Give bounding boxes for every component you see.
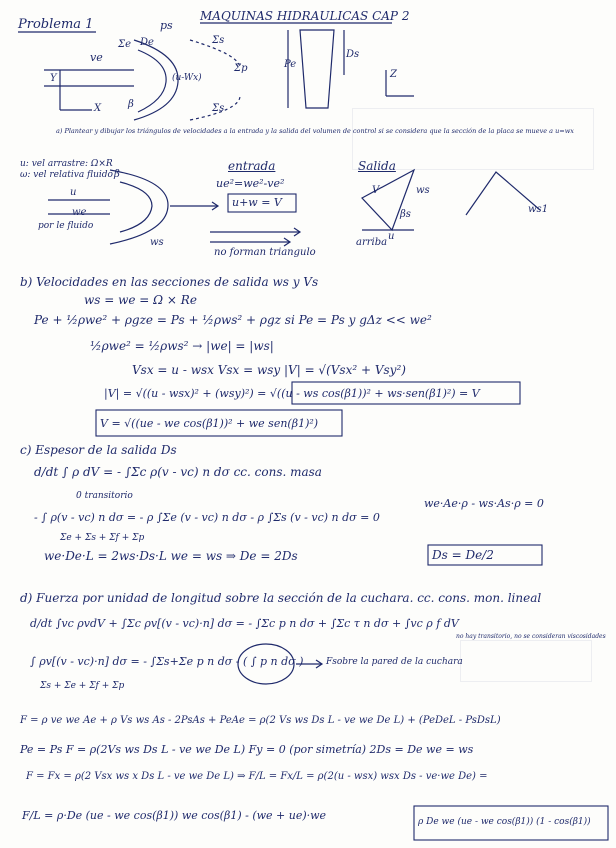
salida-heading: Salida (358, 159, 396, 173)
bucket-a-inner (120, 182, 152, 232)
part-b-line-2: Pe + ½ρwe² + ρgze = Ps + ½ρws² + ρgz si Pe = Ps y gΔz << we² (34, 313, 432, 327)
part-d-line-1-note: no hay transitorio, no se consideran viscosidades (456, 633, 606, 640)
fig-label-sigma-s2: Σs (212, 103, 225, 114)
fig-label-sigma-s: Σs (212, 35, 225, 46)
part-d-line-3: F = ρ ve we Ae + ρ Vs ws As - 2PsAs + PeAe = ρ(2 Vs ws Ds L - ve we De L) + (PeDeL - PsDsL) (20, 715, 501, 726)
fig-label-ds: Ds (346, 49, 360, 60)
no-forman-triangulo: no forman triangulo (214, 247, 316, 258)
salida-v: V (372, 185, 380, 196)
bucket-side-view (300, 30, 334, 108)
part-a-u: u (70, 187, 77, 198)
part-a-ws: ws (150, 237, 164, 248)
fig-label-y: Y (50, 73, 57, 84)
part-d-line-1: d/dt ∫vc ρvdV + ∫Σc ρv[(v - vc)·n] dσ = - ∫Σc p n dσ + ∫Σc τ n dσ + ∫vc ρ f dV (30, 617, 459, 630)
part-d-line-6: F/L = ρ·De (ue - we cos(β1)) we cos(β1) - (we + ue)·we (22, 809, 327, 822)
entrada-eq-1: ue²=we²-ve² (216, 177, 285, 190)
part-a-note-2: ω: vel relativa fluido (20, 170, 113, 180)
fig-label-z: Z (390, 69, 397, 80)
part-d-line-5: F = Fx = ρ(2 Vsx ws x Ds L - ve we De L) ⇒ F/L = Fx/L = ρ(2(u - wsx) wsx Ds - ve·we De) = (26, 771, 488, 782)
entrada-eq-2: u+w = V (232, 196, 282, 209)
fig-label-u-wx: (u-Wx) (172, 73, 202, 83)
bucket-a (110, 170, 168, 244)
part-a-note-1: u: vel arrastre: Ω×R (20, 159, 113, 169)
part-c-line-2-sub: Σe + Σs + Σf + Σp (60, 533, 145, 543)
fig-label-de: De (140, 37, 154, 48)
part-b-line-5: |V| = √((u - wsx)² + (wsy)²) = √((u - ws cos(β1))² + ws·sen(β1)²) = V (104, 387, 480, 400)
part-c-line-1-note: 0 transitorio (76, 491, 133, 501)
part-c-line-3: we·De·L = 2ws·Ds·L we = ws ⇒ De = 2Ds (44, 549, 298, 563)
part-b-line-4: Vsx = u - wsx Vsx = wsy |V| = √(Vsx² + Vsy²) (132, 363, 406, 377)
problem-label: Problema 1 (18, 17, 94, 32)
fig-label-ve: ve (90, 51, 103, 64)
entrada-heading: entrada (228, 159, 276, 173)
salida-ws: ws (416, 185, 430, 196)
salida-arriba: arriba (356, 237, 388, 248)
salida-beta: βs (400, 209, 411, 220)
fig-label-ps: ps (160, 19, 173, 32)
force-result: ρ De we (ue - we cos(β1)) (1 - cos(β1)) (418, 817, 591, 827)
part-a-por-fluido: por le fluido (38, 221, 94, 231)
part-d-line-2-sub: Σs + Σe + Σf + Σp (40, 681, 125, 691)
fig-label-sigma-e: Σe (118, 39, 131, 50)
part-d-line-4: Pe = Ps F = ρ(2Vs ws Ds L - ve we De L) Fy = 0 (por simetría) 2Ds = De we = ws (20, 743, 474, 756)
part-a-we: we (72, 207, 87, 218)
bucket-inner (138, 50, 166, 112)
fig-label-sigma-p: Σp (234, 63, 248, 74)
fig-label-beta: β (128, 99, 134, 110)
part-d-line-2: ∫ ρv[(v - vc)·n] dσ = - ∫Σs+Σe p n dσ - ( ∫ p n dσ ) (30, 655, 304, 668)
part-d-heading: d) Fuerza por unidad de longitud sobre la sección de la cuchara. cc. cons. mon. lineal (20, 591, 542, 605)
part-c-line-2: - ∫ ρ(v - vc) n dσ = - ρ ∫Σe (v - vc) n dσ - ρ ∫Σs (v - vc) n dσ = 0 (34, 511, 380, 524)
part-d-line-2-note: Fsobre la pared de la cuchara (326, 657, 463, 667)
part-b-heading: b) Velocidades en las secciones de salida ws y Vs (20, 275, 319, 289)
page-title: MAQUINAS HIDRAULICAS CAP 2 (200, 9, 410, 23)
salida-u: u (388, 231, 395, 242)
part-c-line-2-right: we·Ae·ρ - ws·As·ρ = 0 (424, 497, 544, 510)
part-c-heading: c) Espesor de la salida Ds (20, 443, 177, 457)
part-b-line-1: ws = we = Ω × Re (84, 293, 197, 307)
fig-label-pe: Pe (284, 59, 297, 70)
part-a-heading: a) Plantear y dibujar los triángulos de velocidades a la entrada y la salida del volumen de control si se considera que la sección de la placa se mueve a u=wx (56, 127, 574, 135)
part-a-beta: β (114, 169, 120, 180)
salida-triangle (362, 170, 414, 230)
part-c-line-1: d/dt ∫ ρ dV = - ∫Σc ρ(v - vc) n dσ cc. cons. masa (34, 465, 322, 479)
part-b-line-3: ½ρwe² = ½ρws² → |we| = |ws| (90, 339, 274, 353)
fig-label-x: X (94, 103, 102, 114)
part-b-line-6: V = √((ue - we cos(β1))² + we sen(β1)²) (100, 417, 319, 430)
ds-result: Ds = De/2 (432, 548, 494, 562)
salida-ws1: ws1 (528, 204, 549, 215)
